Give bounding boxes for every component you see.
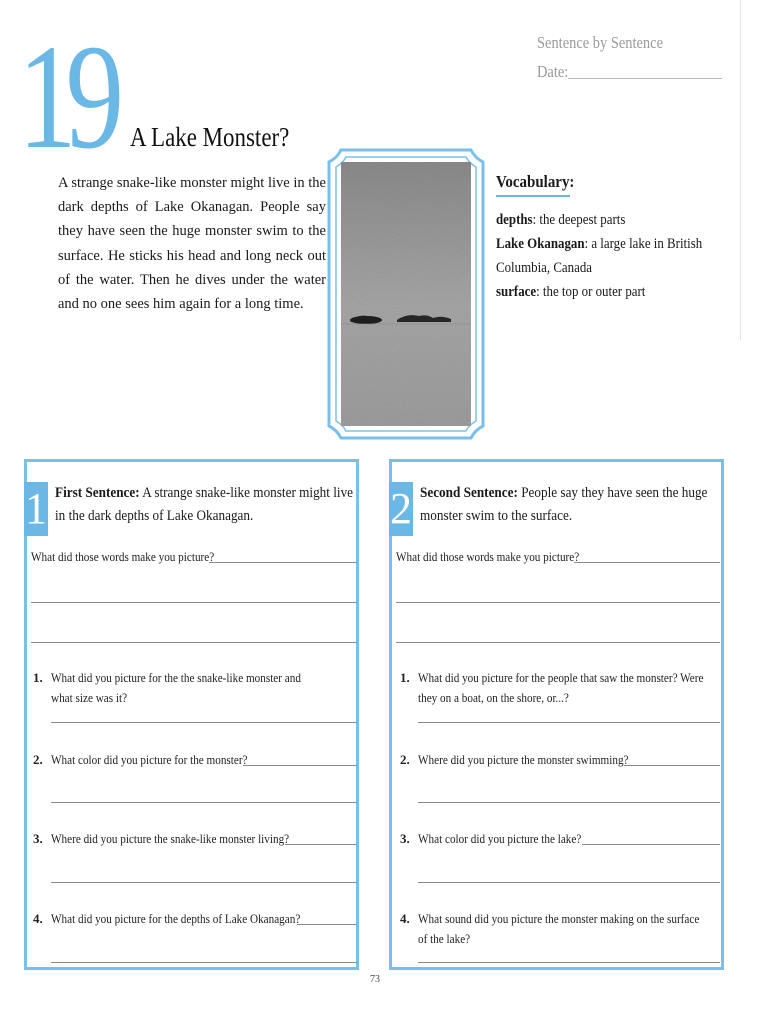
answer-line[interactable] bbox=[297, 924, 357, 925]
question-text: What did you picture for the the snake-like monster and what size was it? bbox=[51, 670, 301, 705]
vocabulary-heading: Vocabulary: bbox=[496, 172, 575, 191]
answer-line[interactable] bbox=[624, 765, 720, 766]
second-sentence-panel bbox=[389, 459, 724, 970]
question-number: 1. bbox=[400, 670, 410, 685]
sentence-text: People say they have seen the huge monster swim to the surface. bbox=[420, 485, 708, 524]
answer-line[interactable] bbox=[574, 562, 720, 563]
vocabulary-underline bbox=[496, 195, 570, 197]
question-number: 2. bbox=[400, 752, 410, 767]
question-text: What color did you picture the lake? bbox=[418, 831, 582, 846]
question-number: 2. bbox=[33, 752, 43, 767]
question-text: What did you picture for the people that saw the monster? Were they on a boat, on the shore, or...? bbox=[418, 670, 704, 705]
question-item bbox=[33, 829, 353, 851]
picture-prompt: What did those words make you picture? bbox=[31, 549, 215, 564]
answer-line[interactable] bbox=[418, 802, 720, 803]
question-text: Where did you picture the monster swimming? bbox=[418, 752, 629, 767]
question-number: 3. bbox=[400, 831, 410, 846]
question-item bbox=[33, 668, 353, 708]
date-field[interactable] bbox=[568, 78, 722, 79]
panel-number-badge: 1 bbox=[24, 482, 48, 536]
sentence-label: Second Sentence: bbox=[420, 485, 518, 501]
question-text: What color did you picture for the monster? bbox=[51, 752, 248, 767]
vocab-term: surface bbox=[496, 284, 537, 300]
question-item bbox=[400, 750, 720, 772]
vocab-definition: a large lake in British Columbia, Canada bbox=[496, 236, 703, 276]
panel-number-badge: 2 bbox=[389, 482, 413, 536]
vocab-item-surface: surface: the top or outer part bbox=[496, 284, 646, 300]
answer-line[interactable] bbox=[396, 642, 720, 643]
question-text: Where did you picture the snake-like monster living? bbox=[51, 831, 290, 846]
picture-prompt: What did those words make you picture? bbox=[396, 549, 580, 564]
answer-line[interactable] bbox=[285, 844, 357, 845]
first-sentence-panel bbox=[24, 459, 359, 970]
lesson-number: 19 bbox=[18, 14, 114, 180]
vocab-definition: the top or outer part bbox=[539, 284, 646, 300]
answer-line[interactable] bbox=[31, 602, 357, 603]
series-name: Sentence by Sentence bbox=[537, 33, 663, 52]
page-edge-shadow bbox=[740, 0, 741, 340]
answer-line[interactable] bbox=[243, 765, 357, 766]
vocabulary-list bbox=[496, 208, 711, 304]
vocab-term: depths bbox=[496, 212, 533, 228]
answer-line[interactable] bbox=[418, 962, 720, 963]
question-item bbox=[400, 829, 720, 851]
answer-line[interactable] bbox=[51, 722, 357, 723]
question-item bbox=[33, 909, 353, 931]
question-number: 3. bbox=[33, 831, 43, 846]
answer-line[interactable] bbox=[582, 844, 720, 845]
page-title: A Lake Monster? bbox=[130, 122, 290, 152]
page-number: 73 bbox=[370, 974, 380, 985]
answer-line[interactable] bbox=[51, 962, 357, 963]
first-sentence bbox=[55, 482, 355, 528]
second-sentence bbox=[420, 482, 720, 528]
question-number: 4. bbox=[33, 911, 43, 926]
question-text: What did you picture for the depths of Lake Okanagan? bbox=[51, 911, 301, 926]
answer-line[interactable] bbox=[396, 602, 720, 603]
vocab-definition: the deepest parts bbox=[536, 212, 626, 228]
vocab-term: Lake Okanagan bbox=[496, 236, 585, 252]
question-number: 1. bbox=[33, 670, 43, 685]
question-item bbox=[400, 668, 720, 708]
answer-line[interactable] bbox=[418, 722, 720, 723]
answer-line[interactable] bbox=[51, 802, 357, 803]
answer-line[interactable] bbox=[209, 562, 357, 563]
vocab-item-lake-okanagan: Lake Okanagan: a large lake in British Columbia, Canada bbox=[496, 236, 703, 276]
question-text: What sound did you picture the monster making on the surface of the lake? bbox=[418, 911, 700, 946]
answer-line[interactable] bbox=[51, 882, 357, 883]
vocab-item-depths: depths: the deepest parts bbox=[496, 212, 626, 228]
question-item bbox=[33, 750, 353, 772]
sentence-text: A strange snake-like monster might live in the dark depths of Lake Okanagan. bbox=[55, 485, 354, 524]
question-number: 4. bbox=[400, 911, 410, 926]
answer-line[interactable] bbox=[418, 882, 720, 883]
answer-line[interactable] bbox=[31, 642, 357, 643]
question-item bbox=[400, 909, 720, 949]
sentence-label: First Sentence: bbox=[55, 485, 140, 501]
lake-monster-photo bbox=[327, 148, 485, 440]
date-label: Date: bbox=[537, 62, 569, 81]
story-paragraph: A strange snake-like monster might live in the dark depths of Lake Okanagan. People say they have seen the huge monster swim to the surface. He sticks his head and long neck out of the water. Then he dives under the water and no one sees him again for a long time. bbox=[58, 175, 326, 313]
